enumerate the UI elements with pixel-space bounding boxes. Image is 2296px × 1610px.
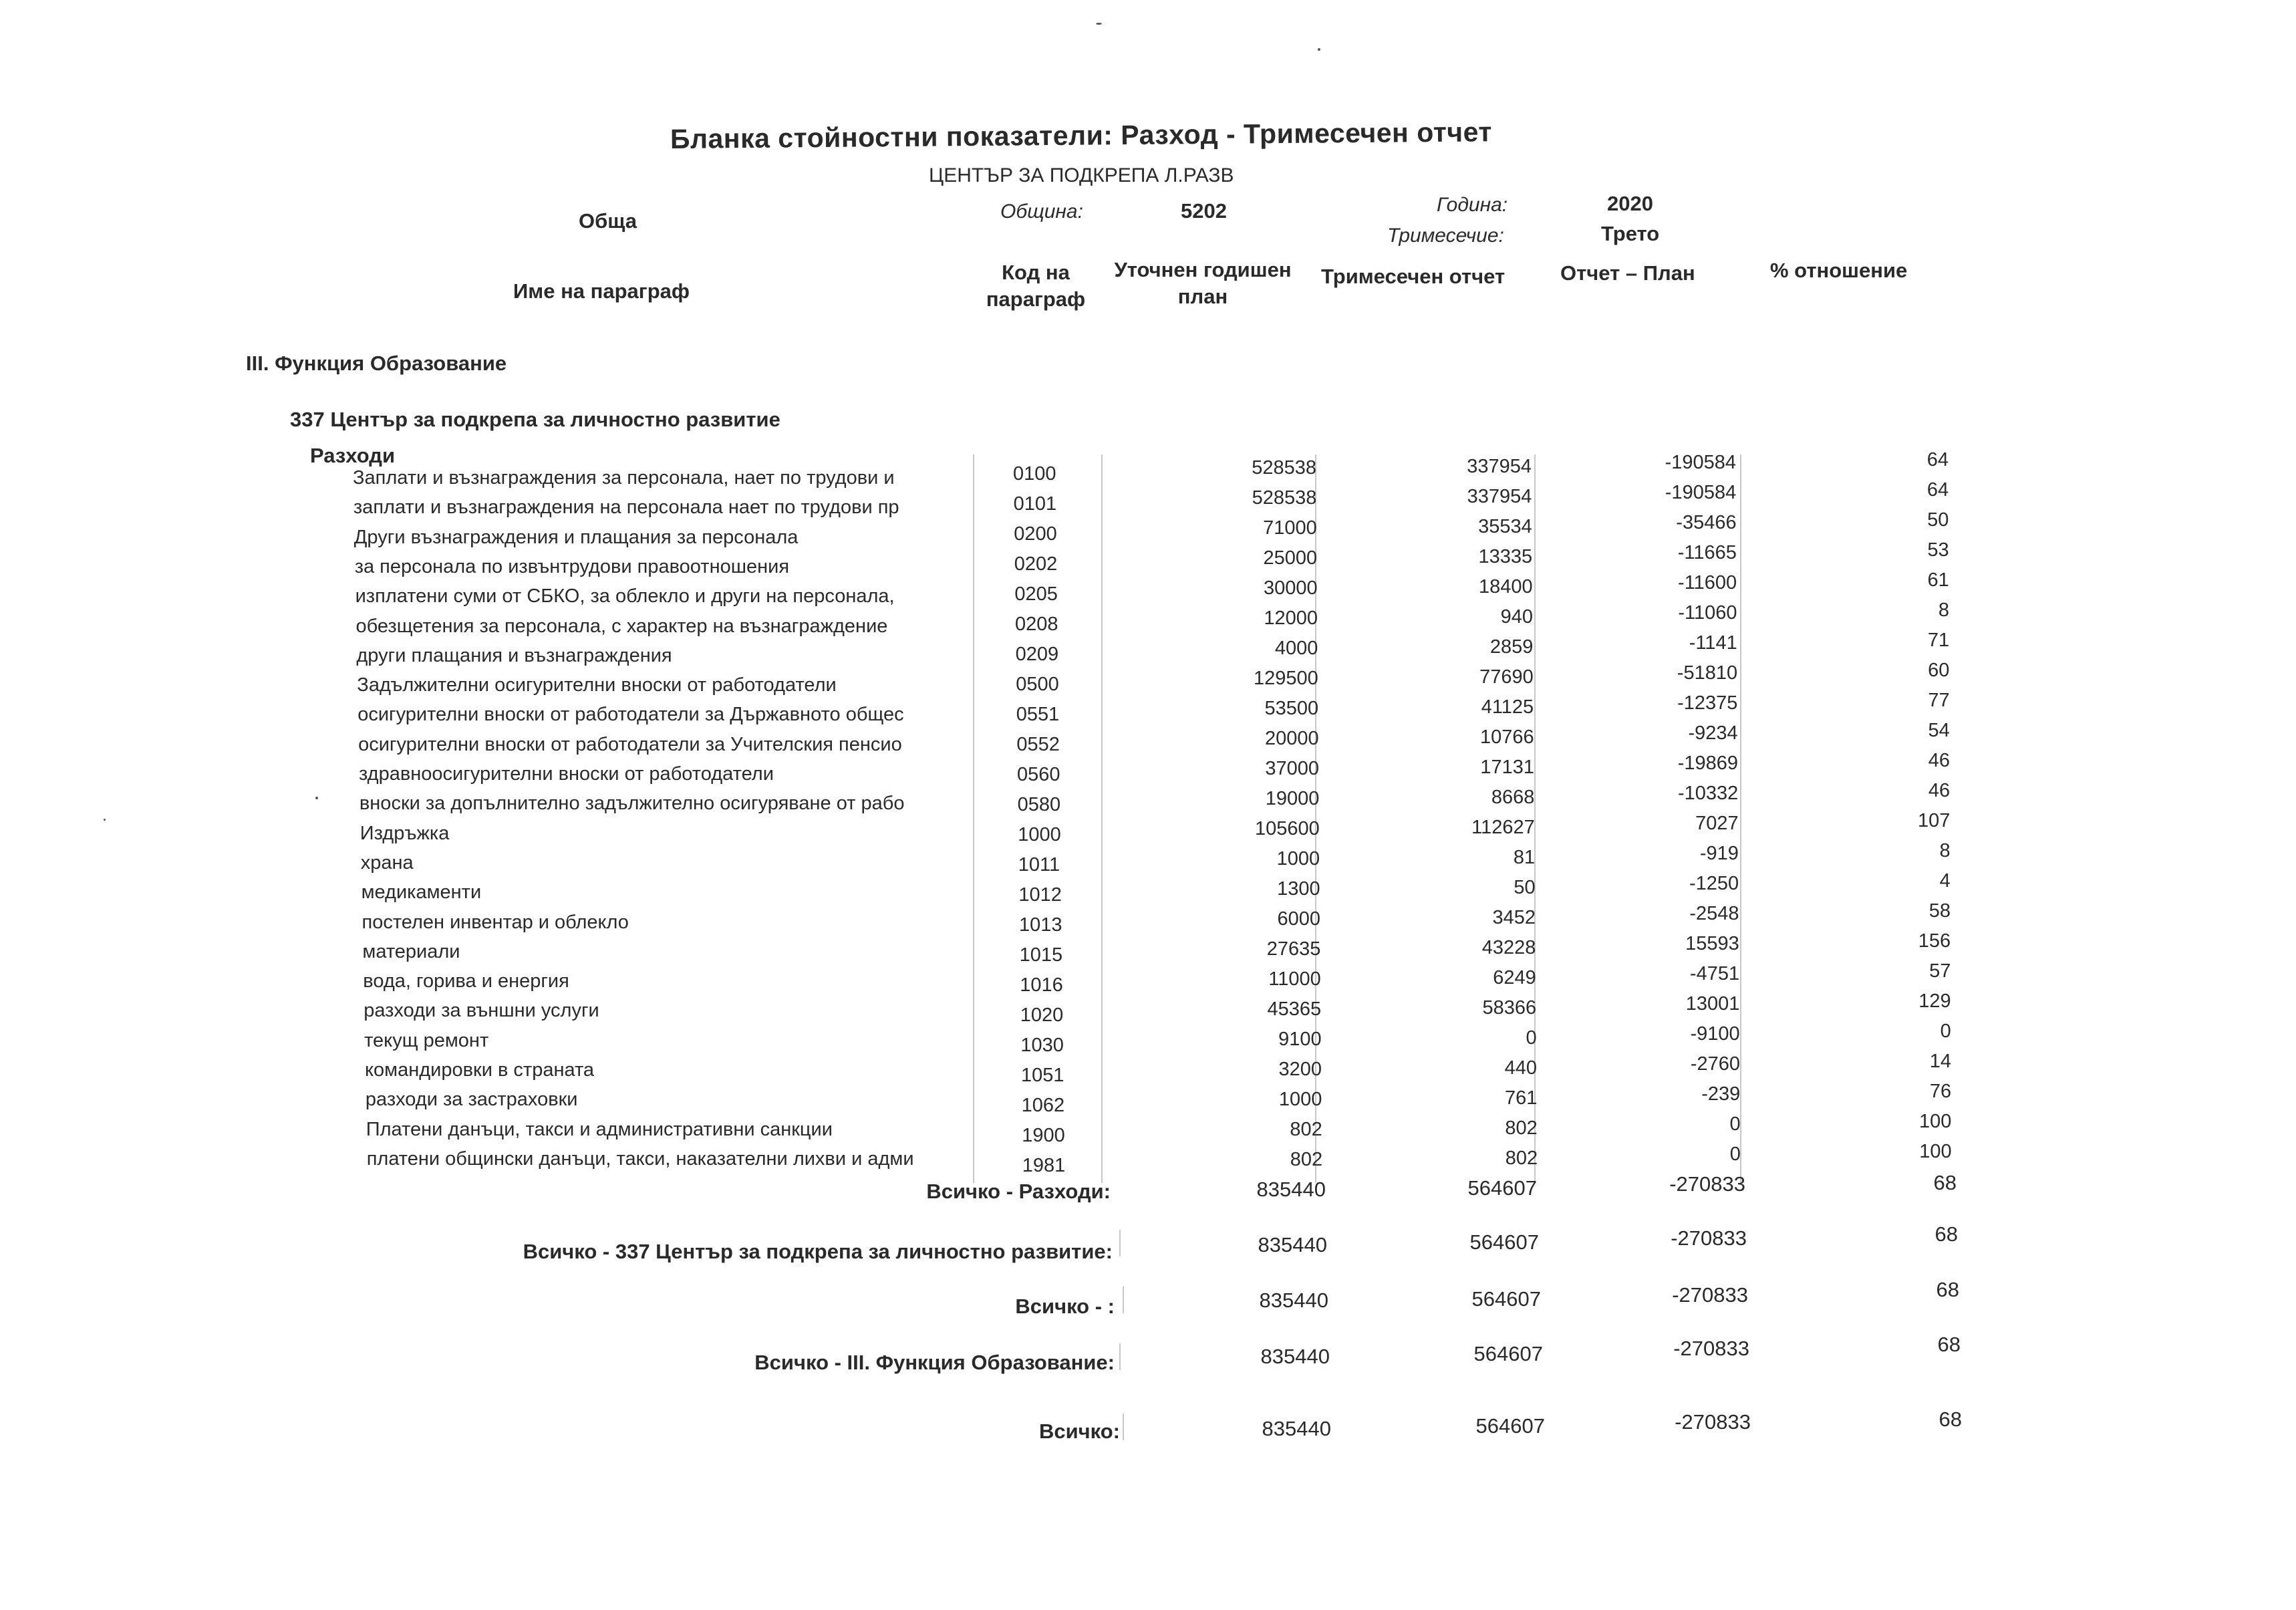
row-plan: 20000 (1264, 728, 1319, 749)
row-code: 0552 (1016, 734, 1060, 755)
row-diff: -11665 (1677, 542, 1737, 563)
row-diff: 13001 (1685, 993, 1740, 1015)
row-plan: 528538 (1252, 487, 1317, 509)
expenses-heading: Разходи (310, 444, 396, 467)
organization-name: ЦЕНТЪР ЗА ПОДКРЕПА Л.РАЗВ (929, 164, 1234, 186)
obshtina-value: 5202 (1181, 199, 1227, 223)
header-code (969, 259, 1103, 313)
row-code: 0100 (1013, 463, 1056, 485)
row-pct: 107 (1918, 810, 1951, 831)
row-plan: 12000 (1264, 608, 1318, 629)
row-code: 0580 (1017, 794, 1061, 815)
row-diff: 0 (1729, 1144, 1741, 1165)
row-diff: -11600 (1678, 572, 1737, 593)
row-pct: 0 (1940, 1021, 1951, 1042)
row-pct: 58 (1928, 900, 1951, 922)
header-name: Име на параграф (513, 279, 690, 303)
row-diff: -1250 (1689, 873, 1739, 894)
row-plan: 27635 (1266, 938, 1321, 960)
total-diff: -270833 (1671, 1226, 1747, 1250)
row-report: 337954 (1467, 486, 1532, 507)
total-pct: 68 (1939, 1407, 1962, 1431)
row-pct: 50 (1927, 509, 1949, 531)
total-report: 564607 (1475, 1414, 1545, 1438)
row-pct: 60 (1928, 660, 1950, 681)
row-name: заплати и възнаграждения на персонала нает по трудови пр (353, 497, 899, 519)
row-report: 58366 (1482, 997, 1537, 1019)
row-plan: 802 (1290, 1149, 1323, 1170)
scan-speck (315, 797, 318, 799)
row-name: платени общински данъци, такси, наказателни лихви и адми (366, 1148, 914, 1170)
header-diff: Отчет – План (1560, 261, 1695, 285)
row-code: 1020 (1020, 1004, 1064, 1026)
total-label: Всичко - III. Функция Образование: (754, 1351, 1115, 1374)
row-pct: 156 (1918, 930, 1951, 952)
total-divider-3 (1119, 1343, 1121, 1370)
row-report: 802 (1505, 1148, 1538, 1169)
row-pct: 54 (1928, 720, 1950, 741)
total-divider-4 (1123, 1414, 1124, 1440)
row-plan: 105600 (1255, 818, 1320, 839)
row-report: 761 (1505, 1087, 1538, 1109)
year-value: 2020 (1607, 192, 1653, 215)
row-name: вноски за допълнително задължително осигуряване от рабо (359, 793, 905, 815)
row-pct: 53 (1927, 539, 1949, 561)
row-plan: 11000 (1268, 968, 1321, 990)
row-name: Други възнаграждения и плащания за персонала (353, 526, 799, 548)
row-code: 1012 (1018, 884, 1062, 906)
total-label: Всичко - 337 Център за подкрепа за личностно развитие: (523, 1240, 1113, 1263)
row-name: изплатени суми от СБКО, за облекло и други на персонала, (355, 585, 895, 608)
obshta-label: Обща (579, 209, 637, 233)
row-report: 112627 (1471, 817, 1535, 838)
row-plan: 45365 (1267, 998, 1322, 1020)
row-name: разходи за външни услуги (364, 1000, 599, 1022)
total-plan: 835440 (1258, 1233, 1327, 1256)
document-title: Бланка стойностни показатели: Разход - Тримесечен отчет (670, 116, 1493, 154)
row-report: 81 (1513, 847, 1536, 868)
row-name: командировки в страната (365, 1059, 595, 1081)
row-plan: 528538 (1252, 457, 1316, 479)
header-plan (1103, 257, 1303, 310)
row-code: 0209 (1015, 644, 1059, 665)
diff-column-divider (1740, 454, 1741, 1183)
row-plan: 3200 (1278, 1059, 1322, 1080)
total-plan: 835440 (1259, 1289, 1328, 1312)
row-diff: -239 (1701, 1083, 1741, 1105)
total-plan: 835440 (1256, 1178, 1326, 1201)
row-diff: 7027 (1695, 813, 1739, 834)
row-code: 0500 (1016, 674, 1059, 695)
total-plan: 835440 (1262, 1417, 1331, 1440)
row-report: 43228 (1481, 937, 1536, 958)
quarter-value: Трето (1601, 222, 1660, 245)
year-label: Година: (1437, 194, 1508, 216)
row-code: 1030 (1020, 1035, 1064, 1056)
total-report: 564607 (1473, 1342, 1543, 1365)
activity-heading: 337 Център за подкрепа за личностно развитие (290, 408, 780, 431)
row-pct: 100 (1919, 1111, 1952, 1132)
total-pct: 68 (1936, 1278, 1959, 1301)
row-report: 10766 (1479, 726, 1534, 748)
total-divider-1 (1119, 1230, 1121, 1256)
scan-speck (104, 819, 106, 821)
row-code: 1900 (1022, 1125, 1065, 1146)
row-name: други плащания и възнаграждения (356, 644, 672, 666)
row-name: текущ ремонт (364, 1029, 489, 1051)
function-heading: III. Функция Образование (246, 352, 507, 375)
row-diff: -1141 (1689, 632, 1737, 654)
row-code: 0551 (1016, 704, 1060, 725)
row-report: 35534 (1478, 516, 1532, 537)
total-divider-2 (1123, 1287, 1124, 1313)
row-plan: 4000 (1274, 638, 1318, 659)
row-name: Заплати и възнаграждения за персонала, нает по трудови и (353, 467, 895, 489)
name-column-divider (973, 454, 974, 1183)
row-pct: 64 (1926, 479, 1949, 501)
total-label: Всичко: (1038, 1420, 1120, 1443)
row-diff: -19869 (1677, 753, 1738, 774)
scan-speck (1318, 48, 1320, 51)
row-diff: 15593 (1685, 933, 1739, 954)
row-plan: 53500 (1264, 698, 1319, 719)
header-code-line1: Код на (1002, 261, 1070, 284)
row-report: 337954 (1467, 456, 1532, 477)
row-diff: -11060 (1678, 602, 1737, 624)
row-name: Издръжка (360, 822, 450, 844)
row-report: 940 (1500, 606, 1533, 628)
row-name: за персонала по извънтрудови правоотношения (354, 555, 790, 577)
row-pct: 77 (1928, 690, 1950, 711)
row-diff: -2760 (1690, 1053, 1740, 1075)
row-code: 0205 (1014, 583, 1058, 605)
total-diff: -270833 (1669, 1172, 1745, 1196)
total-plan: 835440 (1260, 1345, 1330, 1368)
total-diff: -270833 (1673, 1337, 1749, 1360)
header-code-line2: параграф (986, 287, 1086, 311)
row-code: 0202 (1014, 553, 1058, 575)
row-name: постелен инвентар и облекло (362, 911, 629, 933)
row-report: 18400 (1478, 576, 1533, 597)
row-report: 17131 (1480, 757, 1534, 778)
row-pct: 57 (1929, 960, 1951, 982)
row-report: 77690 (1479, 666, 1534, 688)
row-plan: 71000 (1263, 517, 1317, 539)
row-report: 802 (1505, 1117, 1538, 1139)
row-code: 0101 (1013, 493, 1057, 515)
row-diff: -9234 (1688, 722, 1738, 744)
row-diff: -190584 (1665, 482, 1737, 503)
row-report: 440 (1504, 1057, 1537, 1079)
row-diff: -4751 (1689, 963, 1740, 984)
row-pct: 8 (1939, 840, 1951, 861)
total-pct: 68 (1937, 1333, 1961, 1356)
row-plan: 25000 (1263, 547, 1318, 569)
total-pct: 68 (1933, 1171, 1957, 1194)
row-pct: 129 (1918, 990, 1951, 1012)
row-plan: 1000 (1276, 848, 1320, 869)
row-name: обезщетения за персонала, с характер на възнаграждение (355, 615, 888, 637)
row-plan: 30000 (1263, 577, 1318, 599)
row-plan: 1300 (1277, 878, 1320, 900)
header-plan-line2: план (1177, 285, 1228, 308)
row-plan: 37000 (1265, 758, 1319, 779)
total-label: Всичко - Разходи: (926, 1180, 1111, 1203)
scan-speck (1096, 23, 1102, 25)
total-diff: -270833 (1672, 1283, 1748, 1307)
row-pct: 76 (1929, 1081, 1952, 1102)
row-diff: -190584 (1665, 452, 1736, 473)
row-name: материали (362, 940, 460, 962)
row-code: 1011 (1018, 854, 1060, 876)
row-code: 1013 (1019, 914, 1062, 936)
row-diff: -12375 (1677, 692, 1738, 714)
header-percent: % отношение (1770, 259, 1908, 282)
row-diff: -51810 (1677, 662, 1738, 684)
row-name: разходи за застраховки (365, 1089, 578, 1111)
row-code: 1051 (1021, 1065, 1064, 1086)
row-plan: 19000 (1265, 788, 1320, 809)
row-code: 1000 (1018, 824, 1061, 845)
row-diff: 0 (1729, 1113, 1741, 1135)
row-report: 2859 (1489, 636, 1534, 658)
row-code: 1015 (1019, 944, 1063, 966)
total-diff: -270833 (1675, 1410, 1751, 1434)
row-code: 0208 (1015, 614, 1058, 635)
row-report: 8668 (1491, 787, 1535, 808)
row-plan: 1000 (1278, 1089, 1322, 1110)
row-pct: 4 (1939, 870, 1951, 892)
row-pct: 61 (1927, 569, 1949, 591)
header-report: Тримесечен отчет (1321, 265, 1505, 288)
row-report: 3452 (1492, 907, 1536, 928)
row-diff: -2548 (1689, 903, 1739, 924)
header-plan-line1: Уточнен годишен (1114, 258, 1292, 281)
row-name: храна (360, 851, 414, 874)
total-report: 564607 (1469, 1230, 1539, 1254)
row-pct: 46 (1928, 750, 1950, 771)
row-report: 13335 (1478, 546, 1533, 567)
row-name: осигурителни вноски от работодатели за Държавното общес (357, 704, 904, 726)
row-diff: -35466 (1676, 512, 1737, 533)
row-code: 1981 (1022, 1155, 1066, 1176)
row-pct: 64 (1926, 449, 1949, 471)
row-code: 1062 (1021, 1095, 1065, 1116)
code-column-divider (1101, 454, 1103, 1183)
total-report: 564607 (1467, 1176, 1537, 1200)
row-report: 6249 (1493, 967, 1536, 988)
obshtina-label: Община: (1000, 200, 1083, 223)
row-code: 1016 (1020, 974, 1063, 996)
row-code: 0560 (1017, 764, 1060, 785)
row-pct: 8 (1938, 599, 1949, 621)
row-code: 0200 (1014, 523, 1057, 545)
row-pct: 14 (1929, 1051, 1951, 1072)
row-name: Задължителни осигурителни вноски от работодатели (357, 674, 837, 696)
row-name: осигурителни вноски от работодатели за Учителския пенсио (358, 733, 902, 755)
row-plan: 129500 (1254, 668, 1318, 689)
row-name: вода, горива и енергия (363, 970, 569, 992)
row-pct: 100 (1919, 1141, 1952, 1162)
row-plan: 802 (1290, 1119, 1322, 1140)
row-name: медикаменти (361, 882, 482, 904)
row-diff: -9100 (1690, 1023, 1740, 1045)
row-report: 50 (1514, 877, 1536, 898)
total-label: Всичко - : (1015, 1295, 1115, 1318)
row-pct: 46 (1928, 780, 1951, 801)
row-name: Платени данъци, такси и административни санкции (366, 1118, 833, 1140)
row-name: здравноосигурителни вноски от работодатели (359, 763, 774, 785)
row-report: 0 (1526, 1027, 1537, 1049)
row-report: 41125 (1481, 696, 1534, 718)
row-plan: 9100 (1278, 1029, 1322, 1050)
row-pct: 71 (1927, 630, 1950, 651)
row-plan: 6000 (1277, 908, 1320, 930)
quarter-label: Тримесечие: (1387, 225, 1504, 247)
row-diff: -10332 (1677, 783, 1739, 804)
row-diff: -919 (1699, 843, 1739, 864)
total-pct: 68 (1934, 1222, 1958, 1246)
total-report: 564607 (1471, 1287, 1541, 1311)
